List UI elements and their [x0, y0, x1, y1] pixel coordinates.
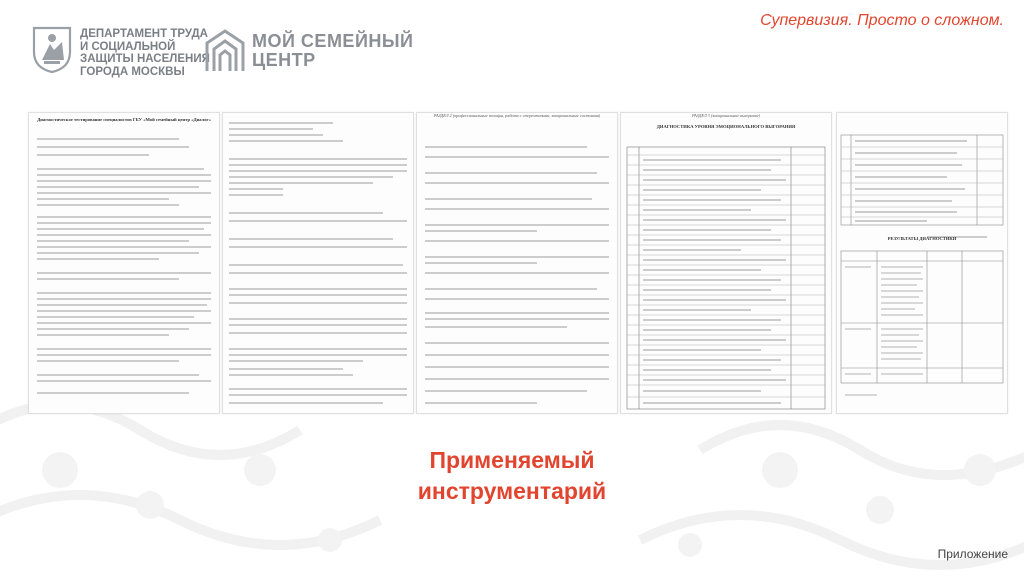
- document-text-lines: [417, 113, 617, 413]
- results-table-grid: [837, 113, 1007, 413]
- burnout-table-grid: [621, 113, 831, 413]
- document-page-questions: [222, 112, 414, 414]
- document-title: РЕЗУЛЬТАТЫ ДИАГНОСТИКИ: [887, 236, 957, 241]
- department-name: ДЕПАРТАМЕНТ ТРУДА И СОЦИАЛЬНОЙ ЗАЩИТЫ НАСЕЛЕНИЯ ГОРОДА МОСКВЫ: [80, 28, 210, 78]
- document-text-lines: [29, 113, 219, 413]
- document-page-section-2: [416, 112, 618, 414]
- supervision-tagline: Супервизия. Просто о сложном.: [760, 12, 1004, 29]
- family-center-logo-icon: [204, 29, 246, 73]
- family-center-name: МОЙ СЕМЕЙНЫЙ ЦЕНТР: [252, 31, 414, 70]
- document-header: РАЗДЕЛ 3 (эмоциональное выгорание): [691, 113, 761, 118]
- document-page-testing: [28, 112, 220, 414]
- appendix-label: Приложение: [937, 547, 1008, 561]
- moscow-coat-of-arms-icon: [30, 24, 74, 74]
- document-title: Диагностическое тестирование специалистов ГБУ «Мой семейный центр «Диалог»: [37, 117, 211, 122]
- document-page-burnout-table: [620, 112, 832, 414]
- slide-title: Применяемый инструментарий: [417, 447, 607, 504]
- document-page-results: [836, 112, 1008, 414]
- document-title: РАЗДЕЛ 2 (профессиональные позиции, работа с стереотипами, эмоциональные состояния): [433, 113, 601, 118]
- header-bar: [0, 0, 1024, 80]
- document-text-lines: [223, 113, 413, 413]
- document-title: ДИАГНОСТИКА УРОВНЯ ЭМОЦИОНАЛЬНОГО ВЫГОРАНИЯ: [656, 124, 796, 129]
